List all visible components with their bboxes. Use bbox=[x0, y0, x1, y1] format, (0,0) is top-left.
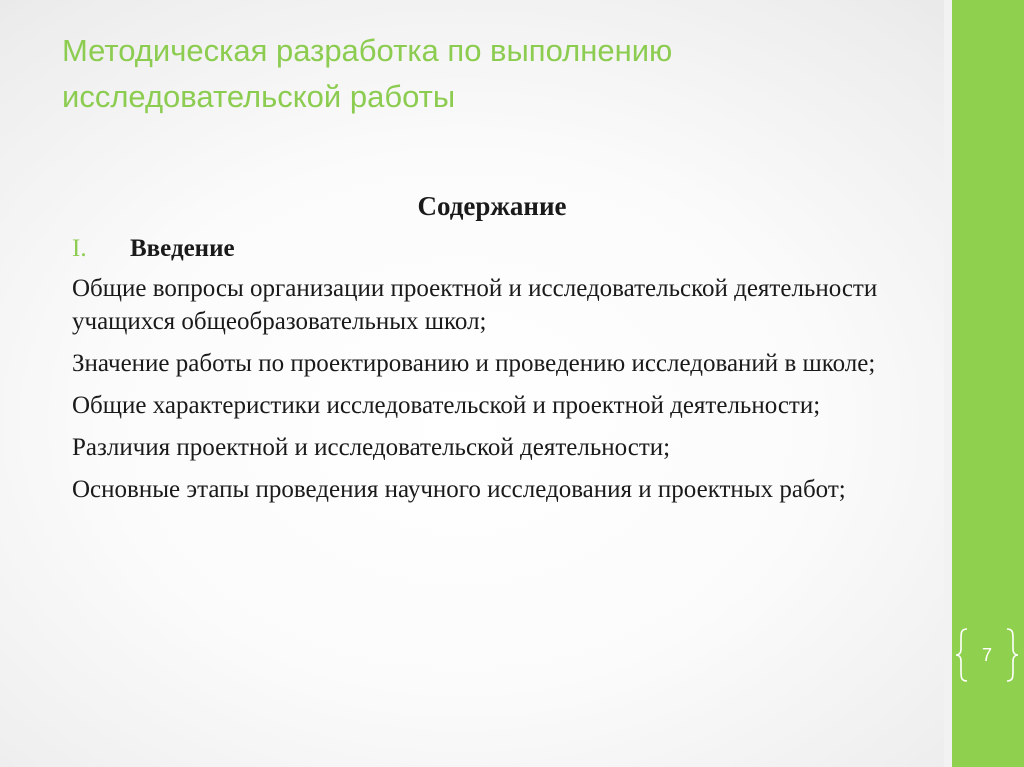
contents-heading: Содержание bbox=[417, 191, 567, 221]
section-title: Введение bbox=[130, 235, 235, 262]
list-item: Общие характеристики исследовательской и проектной деятельности; bbox=[72, 392, 821, 419]
contents-list bbox=[72, 272, 932, 506]
page-number-badge bbox=[955, 627, 1019, 683]
section-number: I. bbox=[72, 235, 87, 262]
list-item: Основные этапы проведения научного исследования и проектных работ; bbox=[72, 476, 846, 503]
page-number: 7 bbox=[981, 645, 992, 665]
side-divider bbox=[944, 0, 952, 767]
content-area bbox=[72, 186, 932, 515]
list-item: Общие вопросы организации проектной и исследовательской деятельности учащихся общеобразовательных школ; bbox=[72, 275, 878, 335]
list-item: Различия проектной и исследовательской деятельности; bbox=[72, 434, 671, 461]
list-item: Значение работы по проектированию и проведению исследований в школе; bbox=[72, 350, 876, 377]
section-header bbox=[72, 232, 932, 266]
slide-title: Методическая разработка по выполнению исследовательской работы bbox=[62, 33, 673, 114]
